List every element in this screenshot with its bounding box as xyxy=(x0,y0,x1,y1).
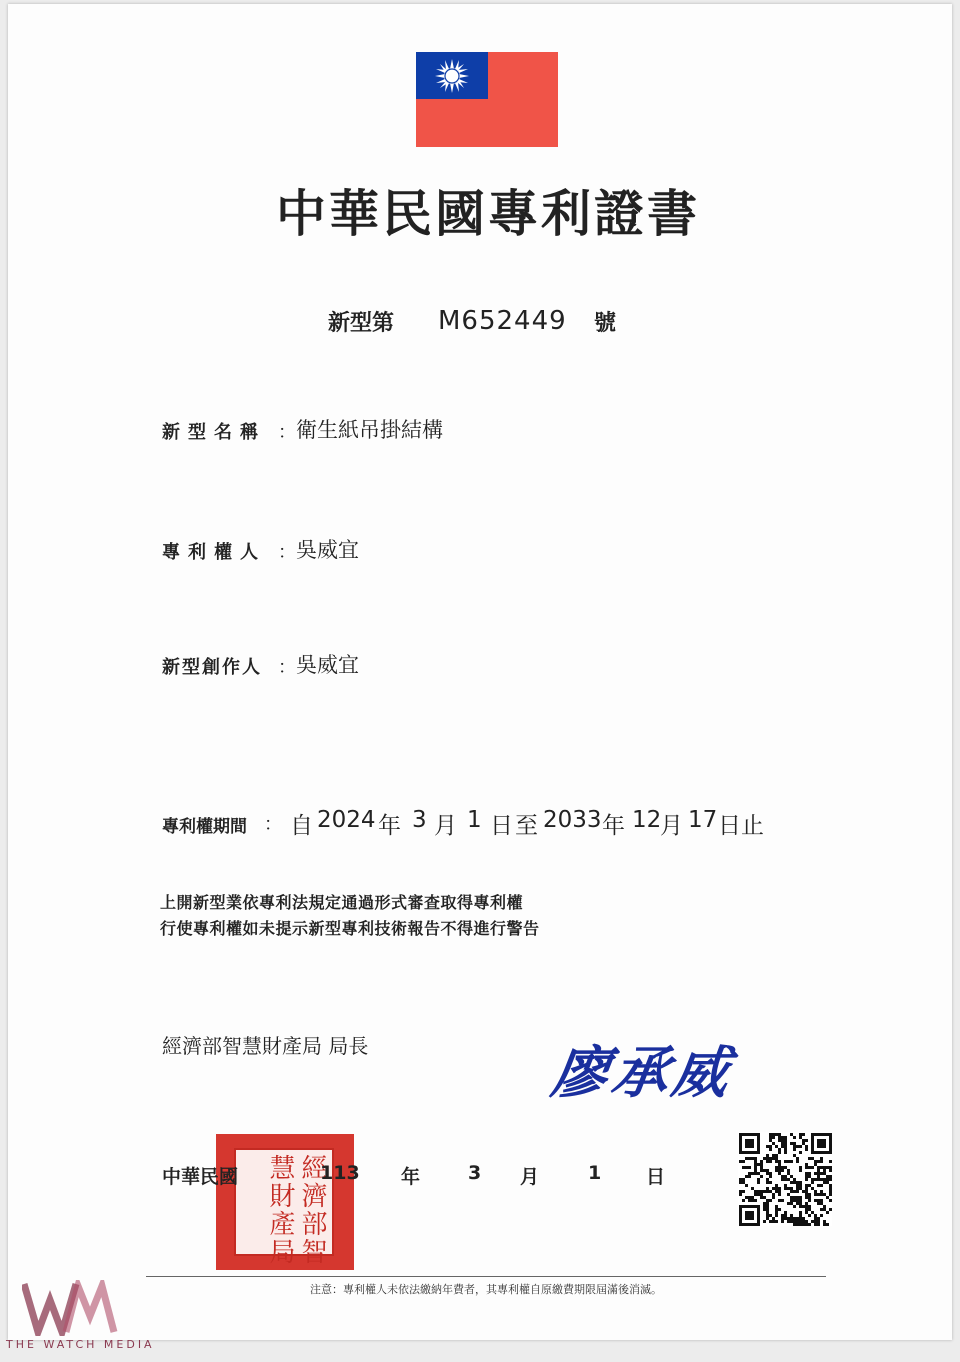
field-colon: ： xyxy=(278,657,296,678)
term-end-year: 2033 xyxy=(543,807,602,833)
term-year-char: 年 xyxy=(378,813,401,839)
field-colon: ： xyxy=(278,422,296,443)
patent-suffix: 號 xyxy=(594,311,617,336)
flag-icon xyxy=(416,52,558,147)
patentee-value: 吳威宜 xyxy=(296,538,359,562)
utility-model-name-label: 新型名稱 xyxy=(162,422,266,443)
watermark-logo-icon xyxy=(22,1280,118,1336)
issuing-office: 經濟部智慧財產局 局長 xyxy=(162,1034,369,1058)
term-label: 專利權期間 xyxy=(162,817,247,837)
term-month-char: 月 xyxy=(434,813,457,839)
issue-year-char: 年 xyxy=(401,1166,421,1188)
term-end-month: 12 xyxy=(632,807,662,833)
footer-divider xyxy=(146,1276,826,1277)
seal-icon xyxy=(216,1134,354,1270)
notice-line-2: 行使專利權如未提示新型專利技術報告不得進行警告 xyxy=(160,919,540,938)
term-day-char: 日 xyxy=(490,813,513,839)
creator-label: 新型創作人 xyxy=(162,657,262,678)
patentee-label: 專利權人 xyxy=(162,542,266,563)
term-colon: ： xyxy=(264,814,282,835)
director-signature: 廖承威 xyxy=(547,1040,738,1106)
term-end-day: 17 xyxy=(688,807,718,833)
creator-value: 吳威宜 xyxy=(296,653,359,677)
sun-icon xyxy=(434,58,470,94)
term-end-word: 日止 xyxy=(718,813,764,839)
term-year-char-2: 年 xyxy=(602,813,625,839)
field-colon: ： xyxy=(278,542,296,563)
issue-day: 1 xyxy=(588,1162,602,1184)
term-month-char-2: 月 xyxy=(660,813,683,839)
qr-code-icon[interactable] xyxy=(738,1132,832,1226)
watermark-text: THE WATCH MEDIA xyxy=(6,1338,155,1351)
term-start-day: 1 xyxy=(467,807,482,833)
issue-era: 中華民國 xyxy=(162,1166,239,1188)
utility-model-name-value: 衛生紙吊掛結構 xyxy=(296,418,443,442)
issue-year: 113 xyxy=(320,1162,360,1184)
patent-prefix: 新型第 xyxy=(328,311,395,336)
certificate-title: 中華民國專利證書 xyxy=(276,184,700,243)
patent-number: M652449 xyxy=(438,306,567,336)
notice-line-1: 上開新型業依專利法規定通過形式審查取得專利權 xyxy=(160,893,524,912)
issue-day-char: 日 xyxy=(646,1166,666,1188)
certificate-sheet xyxy=(8,4,952,1340)
seal-text: 經濟部智慧財產局 xyxy=(265,1154,327,1266)
term-to: 至 xyxy=(515,813,538,839)
footnote: 注意：專利權人未依法繳納年費者，其專利權自原繳費期限屆滿後消滅。 xyxy=(310,1283,662,1296)
term-start-month: 3 xyxy=(412,807,427,833)
issue-month-char: 月 xyxy=(520,1166,540,1188)
term-start-year: 2024 xyxy=(317,807,376,833)
term-from: 自 xyxy=(290,813,313,839)
issue-month: 3 xyxy=(468,1162,482,1184)
